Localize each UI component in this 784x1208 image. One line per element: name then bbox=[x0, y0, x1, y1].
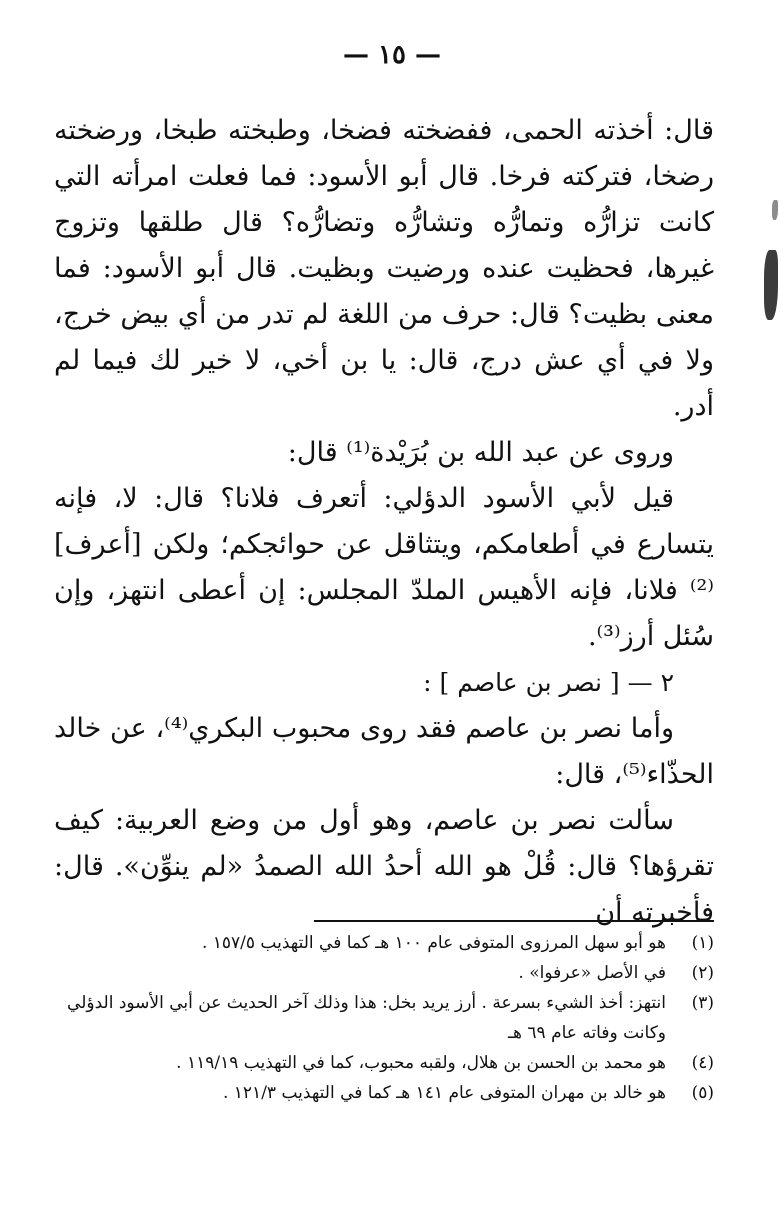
footnote-number: (٣) bbox=[691, 993, 714, 1013]
footnote-text: في الأصل «عرفوا» . bbox=[518, 963, 666, 983]
footnote-number: (١) bbox=[691, 933, 714, 953]
footnote-text: هو أبو سهل المرزوى المتوفى عام ١٠٠ هـ كما في التهذيب ١٥٧/٥ . bbox=[201, 933, 666, 953]
footnote-4 bbox=[54, 1048, 714, 1078]
paragraph-nasr-narration: وأما نصر بن عاصم فقد روى محبوب البكري⁽⁴⁾، عن خالد الحذّاء⁽⁵⁾، قال: bbox=[54, 713, 714, 790]
page-edge-smudge bbox=[772, 200, 778, 220]
footnote-text: هو خالد بن مهران المتوفى عام ١٤١ هـ كما في التهذيب ١٢١/٣ . bbox=[222, 1083, 666, 1103]
footnote-divider bbox=[314, 920, 714, 922]
main-text bbox=[54, 108, 714, 936]
footnote-number: (٤) bbox=[691, 1053, 714, 1073]
section-heading-nasr-ibn-asim: ٢ — [ نصر بن عاصم ] : bbox=[423, 668, 674, 697]
footnotes bbox=[54, 928, 714, 1108]
footnote-2 bbox=[54, 958, 714, 988]
paragraph-abu-al-aswad-saying: قيل لأبي الأسود الدؤلي: أتعرف فلانا؟ قال: لا، فإنه يتسارع في أطعامكم، ويتثاقل عن حوائجكم؛ ولكن [أعرف]⁽²⁾ فلانا، فإنه الأهيس الملدّ المجلس: إن أعطى انتهز، وإن سُئل أرز⁽³⁾. bbox=[54, 483, 714, 652]
footnote-number: (٢) bbox=[691, 963, 714, 983]
paragraph-ibn-aqil-dialogue: قال: أخذته الحمى، ففضخته فضخا، وطبخته طبخا، ورضخته رضخا، فتركته فرخا. قال أبو الأسود: فما فعلت امرأته التي كانت تزارُّه وتمارُّه وتشارُّه وتضارُّه؟ قال طلقها وتزوج غيرها، فحظيت عنده ورضيت وبظيت. قال أبو الأسود: فما معنى بظيت؟ قال: حرف من اللغة لم تدر من أي بيض خرج، ولا في أي عش درج، قال: يا بن أخي، لا خير لك فيما لم أدر. bbox=[54, 115, 714, 422]
paragraph-nasr-reading: سألت نصر بن عاصم، وهو أول من وضع العربية: كيف تقرؤها؟ قال: قُلْ هو الله أحدُ الله الصمدُ «لم ينوِّن». قال: فأخبرته أن bbox=[54, 805, 714, 928]
page-number: — ١٥ — bbox=[342, 40, 442, 70]
footnote-text: هو محمد بن الحسن بن هلال، ولقبه محبوب، كما في التهذيب ١١٩/١٩ . bbox=[176, 1053, 666, 1073]
footnote-3 bbox=[54, 988, 714, 1048]
footnote-1 bbox=[54, 928, 714, 958]
paragraph-narration-intro: وروى عن عبد الله بن بُرَيْدة⁽¹⁾ قال: bbox=[287, 437, 674, 468]
footnote-text: انتهز: أخذ الشيء بسرعة . أرز يريد بخل: هذا وذلك آخر الحديث عن أبي الأسود الدؤلي وكانت وفاته عام ٦٩ هـ bbox=[67, 993, 666, 1043]
page-edge-ink-blot bbox=[764, 250, 778, 320]
footnote-5 bbox=[54, 1078, 714, 1108]
footnote-number: (٥) bbox=[691, 1083, 714, 1103]
